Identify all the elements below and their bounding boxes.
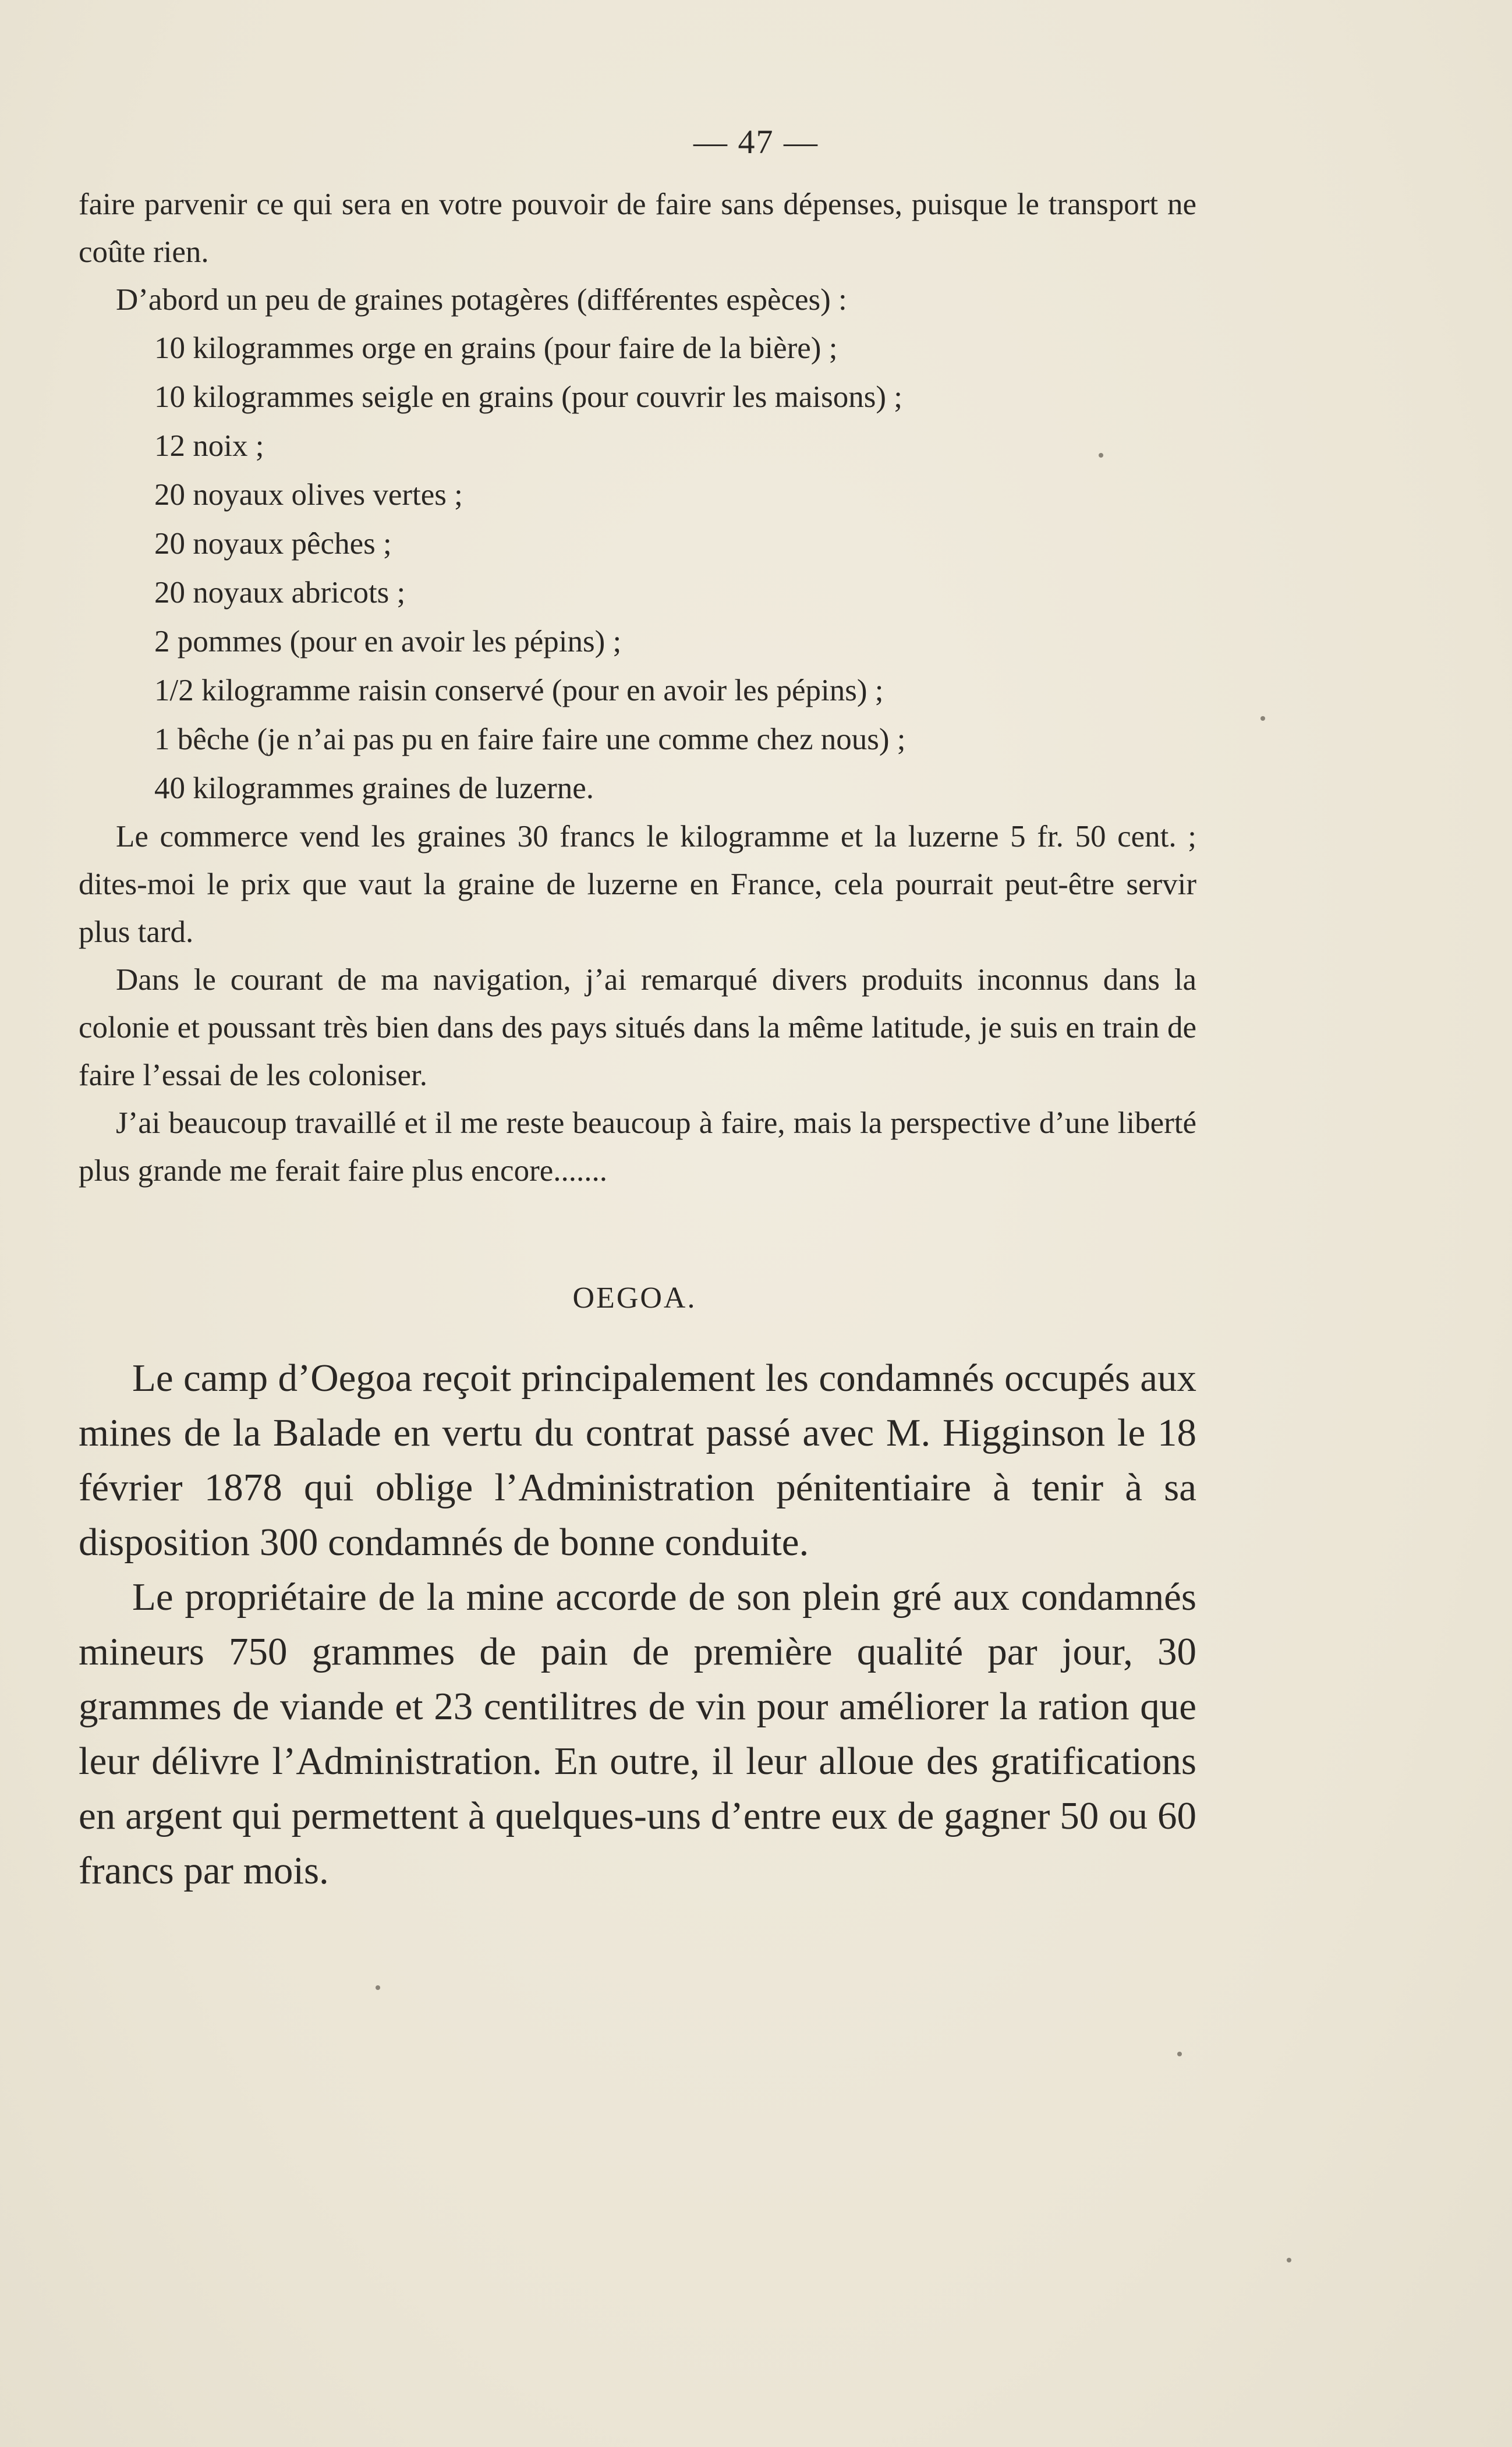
letter-excerpt xyxy=(79,180,1196,1195)
page-number: — 47 — xyxy=(693,123,819,161)
letter-paragraph-4: Dans le courant de ma navigation, j’ai remarqué divers produits inconnus dans la colonie et poussant très bien dans des pays situés dans la même latitude, je suis en train de faire l’essai de les coloniser. xyxy=(79,963,1196,1092)
list-item: 20 noyaux abricots ; xyxy=(154,576,406,610)
list-item: 20 noyaux olives vertes ; xyxy=(154,478,463,512)
paper-speck xyxy=(376,1985,380,1990)
section-paragraph-1: Le camp d’Oegoa reçoit principalement les condamnés occupés aux mines de la Balade en vertu du contrat passé avec M. Higginson le 18 février 1878 qui oblige l’Administration pénitentiaire à tenir à sa disposition 300 condamnés de bonne conduite. xyxy=(79,1357,1196,1564)
list-item: 10 kilogrammes orge en grains (pour faire de la bière) ; xyxy=(154,331,838,365)
letter-paragraph-5: J’ai beaucoup travaillé et il me reste beaucoup à faire, mais la perspective d’une liberté plus grande me ferait faire plus encore....... xyxy=(79,1106,1196,1188)
list-item: 12 noix ; xyxy=(154,429,264,463)
paper-speck xyxy=(1177,2052,1182,2056)
list-item: 1 bêche (je n’ai pas pu en faire faire une comme chez nous) ; xyxy=(154,723,906,756)
paper-speck xyxy=(1260,716,1265,721)
list-item: 1/2 kilogramme raisin conservé (pour en avoir les pépins) ; xyxy=(154,674,884,707)
section-body xyxy=(79,1351,1196,1898)
supply-list xyxy=(79,324,1196,813)
letter-paragraph-1: faire parvenir ce qui sera en votre pouvoir de faire sans dépenses, puisque le transport ne coûte rien. xyxy=(79,187,1196,269)
letter-paragraph-2: D’abord un peu de graines potagères (différentes espèces) : xyxy=(116,283,847,317)
paper-speck xyxy=(1099,453,1103,458)
list-item: 2 pommes (pour en avoir les pépins) ; xyxy=(154,625,622,658)
list-item: 20 noyaux pêches ; xyxy=(154,527,392,561)
list-item: 10 kilogrammes seigle en grains (pour couvrir les maisons) ; xyxy=(154,380,902,414)
section-heading: OEGOA. xyxy=(572,1281,697,1315)
letter-paragraph-3: Le commerce vend les graines 30 francs le kilogramme et la luzerne 5 fr. 50 cent. ; dites-moi le prix que vaut la graine de luzerne en France, cela pourrait peut-être servir plus tard. xyxy=(79,820,1196,949)
paper-speck xyxy=(1287,2258,1291,2262)
list-item: 40 kilogrammes graines de luzerne. xyxy=(154,771,594,805)
section-paragraph-2: Le propriétaire de la mine accorde de son plein gré aux condamnés mineurs 750 grammes de pain de première qualité par jour, 30 grammes de viande et 23 centilitres de vin pour améliorer la ration que leur délivre l’Administration. En outre, il leur alloue des gratifications en argent qui permettent à quelques-uns d’entre eux de gagner 50 ou 60 francs par mois. xyxy=(79,1575,1196,1892)
